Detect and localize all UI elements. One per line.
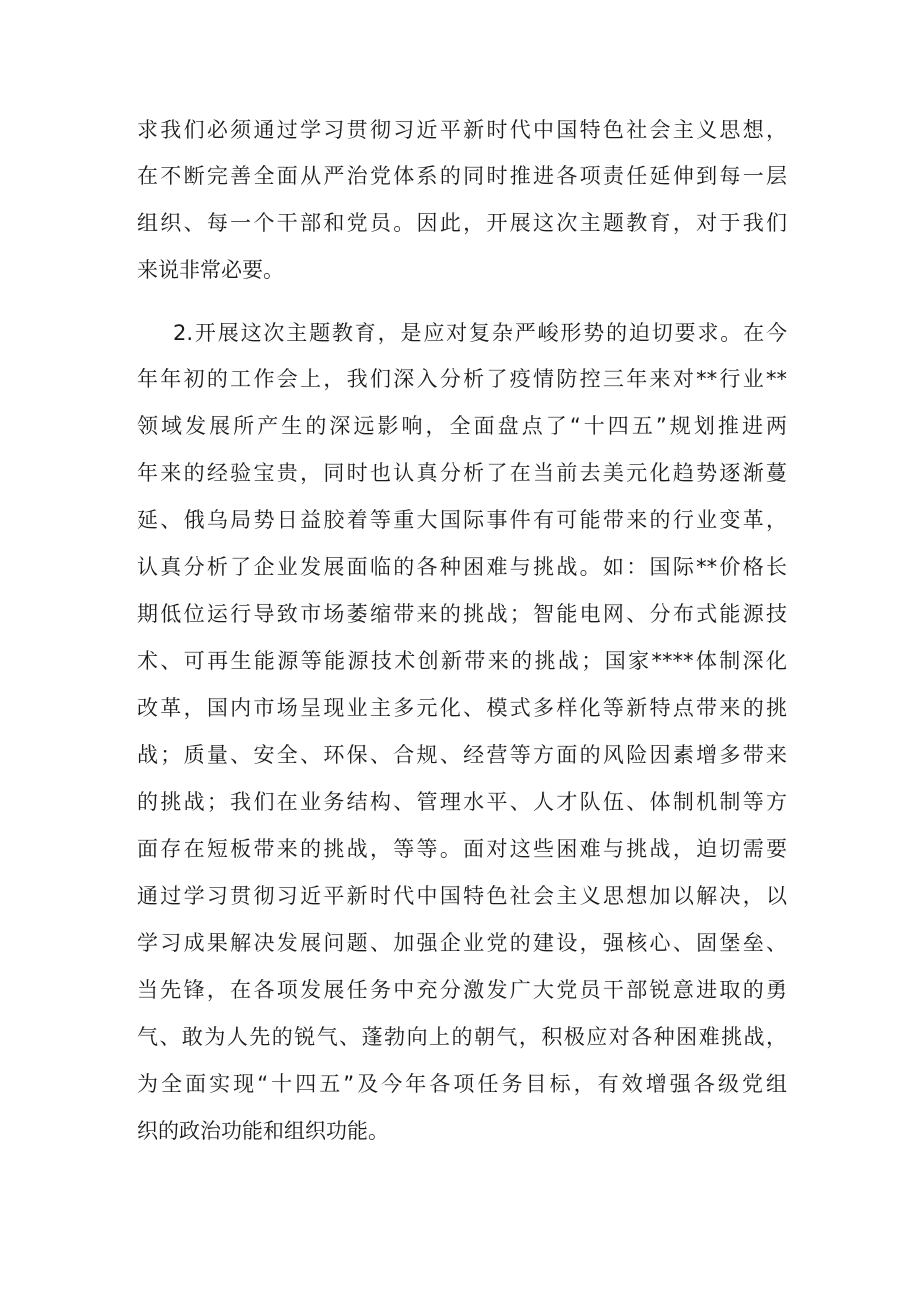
paragraph-line: 战；质量、安全、环保、合规、经营等方面的风险因素增多带来 — [137, 743, 787, 767]
paragraph-line: 当先锋，在各项发展任务中充分激发广大党员干部锐意进取的勇 — [137, 978, 787, 1002]
paragraph-line: 气、敢为人先的锐气、蓬勃向上的朝气，积极应对各种困难挑战， — [137, 1025, 787, 1049]
paragraph-line: 认真分析了企业发展面临的各种困难与挑战。如：国际**价格长 — [137, 555, 787, 579]
paragraph-line: 在不断完善全面从严治党体系的同时推进各项责任延伸到每一层 — [137, 164, 787, 188]
paragraph-line: 改革，国内市场呈现业主多元化、模式多样化等新特点带来的挑 — [137, 696, 787, 720]
paragraph-line: 年年初的工作会上，我们深入分析了疫情防控三年来对**行业** — [137, 367, 787, 391]
paragraph-line: 期低位运行导致市场萎缩带来的挑战；智能电网、分布式能源技 — [137, 602, 787, 626]
paragraph-line: 来说非常必要。 — [137, 258, 284, 282]
paragraph-line: 组织、每一个干部和党员。因此，开展这次主题教育，对于我们 — [137, 211, 787, 235]
paragraph-line: 学习成果解决发展问题、加强企业党的建设，强核心、固堡垒、 — [137, 931, 787, 955]
paragraph-line: 面存在短板带来的挑战，等等。面对这些困难与挑战，迫切需要 — [137, 837, 787, 861]
paragraph-line: 术、可再生能源等能源技术创新带来的挑战；国家****体制深化 — [137, 649, 787, 673]
paragraph-line: 领域发展所产生的深远影响，全面盘点了“十四五”规划推进两 — [137, 414, 787, 438]
paragraph-line: 通过学习贯彻习近平新时代中国特色社会主义思想加以解决，以 — [137, 884, 787, 908]
paragraph-line: 年来的经验宝贵，同时也认真分析了在当前去美元化趋势逐渐蔓 — [137, 461, 787, 485]
paragraph-line: 求我们必须通过学习贯彻习近平新时代中国特色社会主义思想， — [137, 118, 787, 142]
paragraph-line: 织的政治功能和组织功能。 — [137, 1119, 389, 1143]
paragraph-line: 延、俄乌局势日益胶着等重大国际事件有可能带来的行业变革， — [137, 508, 787, 532]
paragraph-line: 为全面实现“十四五”及今年各项任务目标，有效增强各级党组 — [137, 1072, 787, 1096]
paragraph-line: 2.开展这次主题教育，是应对复杂严峻形势的迫切要求。在今 — [173, 321, 787, 345]
paragraph-line: 的挑战；我们在业务结构、管理水平、人才队伍、体制机制等方 — [137, 790, 787, 814]
